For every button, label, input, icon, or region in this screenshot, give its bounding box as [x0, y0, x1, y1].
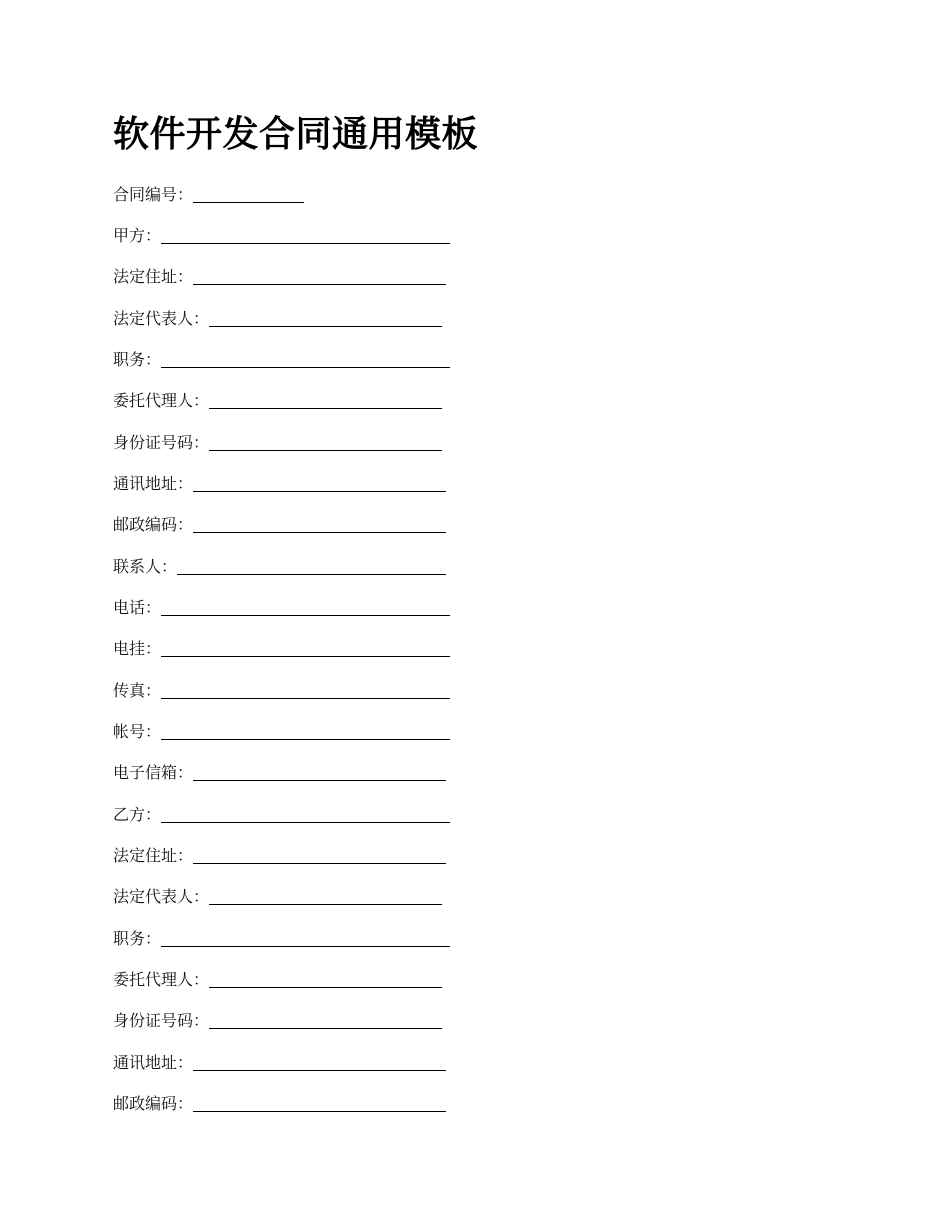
- party-a-account-field: [113, 717, 450, 743]
- party-a-email-blank[interactable]: [193, 780, 446, 781]
- party-b-legal-rep-field: [113, 882, 442, 908]
- party-a-account-label: 帐号：: [113, 722, 162, 741]
- document-title: 软件开发合同通用模板: [113, 114, 479, 155]
- party-a-phone-label: 电话：: [113, 598, 162, 617]
- party-a-address-field: [113, 262, 446, 288]
- party-b-agent-field: [113, 965, 442, 991]
- party-a-agent-blank[interactable]: [209, 408, 442, 409]
- party-a-name-label: 甲方：: [113, 226, 162, 245]
- party-a-fax-label: 传真：: [113, 681, 162, 700]
- party-b-position-field: [113, 924, 450, 950]
- party-b-position-blank[interactable]: [161, 946, 450, 947]
- party-b-address-label: 法定住址：: [113, 846, 194, 865]
- party-a-phone-field: [113, 593, 450, 619]
- party-b-legal-rep-label: 法定代表人：: [113, 887, 210, 906]
- party-a-address-blank[interactable]: [193, 284, 446, 285]
- party-a-position-label: 职务：: [113, 350, 162, 369]
- party-a-id-number-blank[interactable]: [209, 450, 442, 451]
- party-a-email-field: [113, 758, 446, 784]
- party-a-fax-blank[interactable]: [161, 698, 450, 699]
- party-b-name-field: [113, 800, 450, 826]
- party-a-fax-field: [113, 676, 450, 702]
- party-b-address-field: [113, 841, 446, 867]
- party-a-position-blank[interactable]: [161, 367, 450, 368]
- party-b-id-number-field: [113, 1006, 442, 1032]
- party-a-postal-code-field: [113, 510, 446, 536]
- party-a-name-field: [113, 221, 450, 247]
- contract-number-blank[interactable]: [193, 202, 304, 203]
- party-a-email-label: 电子信箱：: [113, 763, 194, 782]
- party-a-legal-rep-blank[interactable]: [209, 326, 442, 327]
- party-b-agent-blank[interactable]: [209, 987, 442, 988]
- party-a-contact-blank[interactable]: [177, 574, 446, 575]
- party-a-id-number-label: 身份证号码：: [113, 433, 210, 452]
- party-b-mailing-address-label: 通讯地址：: [113, 1053, 194, 1072]
- party-b-name-blank[interactable]: [161, 822, 450, 823]
- party-b-legal-rep-blank[interactable]: [209, 904, 442, 905]
- party-a-account-blank[interactable]: [161, 739, 450, 740]
- party-a-legal-rep-label: 法定代表人：: [113, 309, 210, 328]
- party-a-mailing-address-blank[interactable]: [193, 491, 446, 492]
- party-a-contact-field: [113, 552, 446, 578]
- party-a-mailing-address-label: 通讯地址：: [113, 474, 194, 493]
- party-b-agent-label: 委托代理人：: [113, 970, 210, 989]
- party-b-address-blank[interactable]: [193, 863, 446, 864]
- party-b-postal-code-field: [113, 1089, 446, 1115]
- party-b-id-number-label: 身份证号码：: [113, 1011, 210, 1030]
- party-a-legal-rep-field: [113, 304, 442, 330]
- party-a-position-field: [113, 345, 450, 371]
- party-a-phone2-label: 电挂：: [113, 639, 162, 658]
- party-b-mailing-address-field: [113, 1048, 446, 1074]
- party-a-postal-code-label: 邮政编码：: [113, 515, 194, 534]
- party-a-postal-code-blank[interactable]: [193, 532, 446, 533]
- party-b-postal-code-blank[interactable]: [193, 1111, 446, 1112]
- party-a-address-label: 法定住址：: [113, 267, 194, 286]
- party-a-name-blank[interactable]: [161, 243, 450, 244]
- party-a-phone2-field: [113, 634, 450, 660]
- contract-number-field: [113, 180, 304, 206]
- party-a-phone2-blank[interactable]: [161, 656, 450, 657]
- party-b-id-number-blank[interactable]: [209, 1028, 442, 1029]
- party-a-contact-label: 联系人：: [113, 557, 178, 576]
- party-b-mailing-address-blank[interactable]: [193, 1070, 446, 1071]
- party-a-id-number-field: [113, 428, 442, 454]
- party-b-name-label: 乙方：: [113, 805, 162, 824]
- contract-number-label: 合同编号：: [113, 185, 194, 204]
- party-a-phone-blank[interactable]: [161, 615, 450, 616]
- party-a-agent-field: [113, 386, 442, 412]
- party-b-position-label: 职务：: [113, 929, 162, 948]
- party-b-postal-code-label: 邮政编码：: [113, 1094, 194, 1113]
- party-a-mailing-address-field: [113, 469, 446, 495]
- party-a-agent-label: 委托代理人：: [113, 391, 210, 410]
